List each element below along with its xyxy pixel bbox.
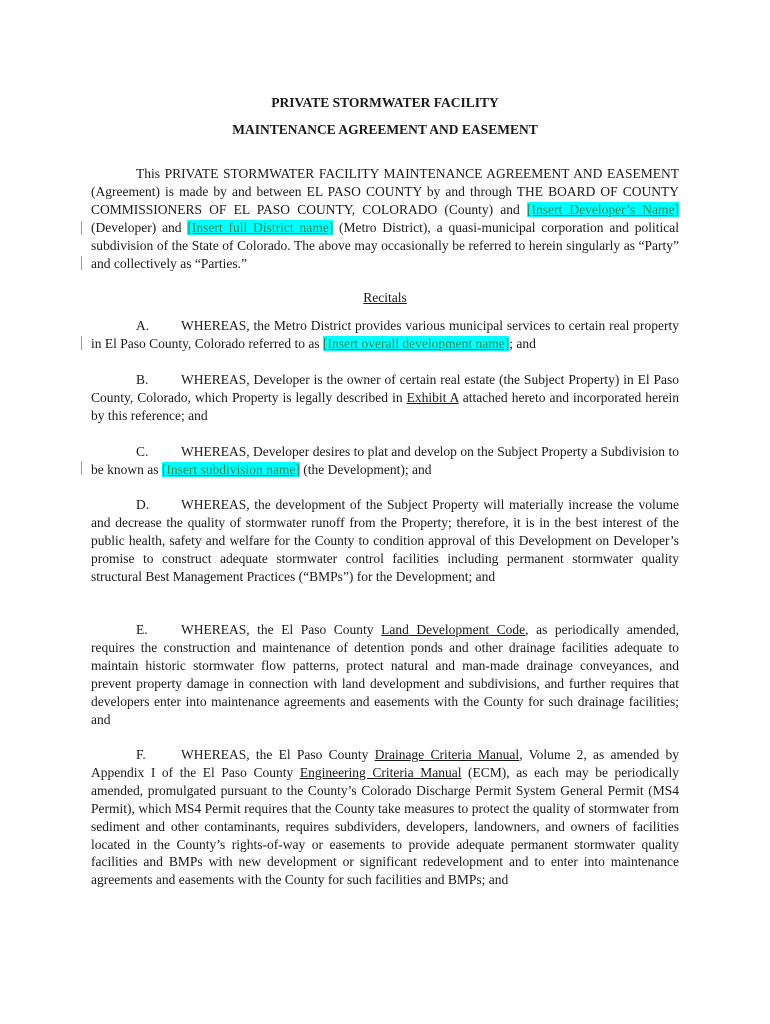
recital-d-label: D. <box>136 497 150 512</box>
recital-e-text-1: WHEREAS, the El Paso County <box>181 622 382 637</box>
recital-c-label: C. <box>136 444 149 459</box>
change-bar <box>81 256 82 270</box>
recital-a-text-1: WHEREAS, the Metro District provides various municipal services to certain real property in El Paso County, Colorado referred to as <box>91 318 679 351</box>
recital-f <box>91 746 679 889</box>
intro-text-1: This PRIVATE STORMWATER FACILITY MAINTENANCE AGREEMENT AND EASEMENT (Agreement) is made by and between EL PASO COUNTY by and through THE BOARD OF COUNTY COMMISSIONERS OF EL PASO COUNTY, COLORADO (County) and <box>91 166 679 217</box>
exhibit-a-reference: Exhibit A <box>406 389 459 405</box>
recital-d-text: WHEREAS, the development of the Subject Property will materially increase the volume and decrease the quality of stormwater runoff from the Property; therefore, it is in the best interest of the public health, safety and welfare for the County to condition approval of this Development on Developer’s promise to construct adequate stormwater control facilities including permanent stormwater quality structural Best Management Practices (“BMPs”) for the Development; and <box>91 497 679 584</box>
change-bar <box>81 461 82 475</box>
recital-f-text-1: WHEREAS, the El Paso County <box>181 747 375 762</box>
recital-c-text-2: (the Development); and <box>299 461 432 477</box>
intro-paragraph <box>91 165 679 272</box>
recital-b <box>91 371 679 425</box>
engineering-criteria-manual-reference: Engineering Criteria Manual <box>299 764 462 780</box>
recitals-heading-text: Recitals <box>363 290 407 305</box>
district-name-field[interactable]: [Insert full District name] <box>187 219 334 235</box>
recital-a-text-2: ; and <box>509 335 536 351</box>
recital-c <box>91 443 679 479</box>
recital-b-text-1: WHEREAS, Developer is the owner of certain real estate (the Subject Property) in El Paso County, Colorado, which Property is legally described in <box>91 372 679 405</box>
recital-b-text-2: attached hereto and incorporated herein by this reference; and <box>91 389 679 423</box>
recital-f-label: F. <box>136 747 146 762</box>
recital-e-text-2: , as periodically amended, requires the construction and maintenance of detention ponds and other drainage facilities adequate to maintain historic stormwater flow patterns, protect natural and man-made drainage conveyances, and prevent property damage in connection with land development and subdivisions, and further requires that developers enter into maintenance agreements and easements with the County for such drainage facilities; and <box>91 622 680 727</box>
recital-e <box>91 621 679 728</box>
recital-b-label: B. <box>136 372 149 387</box>
recital-a <box>91 317 679 353</box>
developer-name-field[interactable]: [Insert Developer’s Name] <box>526 201 679 217</box>
change-bar <box>81 336 82 350</box>
recital-e-label: E. <box>136 622 148 637</box>
recital-f-text-3: (ECM), as each may be periodically amended, promulgated pursuant to the County’s Colorado Discharge Permit System General Permit (MS4 Permit), which MS4 Permit requires that the County take measures to protect the quality of stormwater from sediment and other contaminants, requires subdividers, developers, landowners, and owners of facilities located in the County’s rights-of-way or easements to provide adequate permanent stormwater quality facilities and BMPs with new development or significant redevelopment and to enter into maintenance agreements and easements with the County for such facilities and BMPs; and <box>91 764 680 888</box>
land-development-code-reference: Land Development Code <box>381 622 526 637</box>
intro-text-3: (Metro District), a quasi-municipal corporation and political subdivision of the State of Colorado. The above may occasionally be referred to herein singularly as “Party” and collectively as “Parties.” <box>91 219 679 271</box>
title-line-1: PRIVATE STORMWATER FACILITY <box>271 95 499 110</box>
intro-text-2: (Developer) and <box>91 219 188 235</box>
change-bar <box>81 221 82 235</box>
drainage-criteria-manual-reference: Drainage Criteria Manual <box>374 747 520 762</box>
title-line-2: MAINTENANCE AGREEMENT AND EASEMENT <box>232 122 538 137</box>
recital-c-text-1: WHEREAS, Developer desires to plat and develop on the Subject Property a Subdivision to be known as <box>91 444 679 477</box>
recitals-heading <box>0 290 770 306</box>
subdivision-name-field[interactable]: [Insert subdivision name] <box>161 461 300 477</box>
recital-a-label: A. <box>136 318 150 333</box>
recital-d <box>91 496 679 586</box>
overall-development-name-field[interactable]: [Insert overall development name] <box>322 335 510 351</box>
recital-f-text-2: , Volume 2, as amended by Appendix I of the El Paso County <box>91 747 679 780</box>
